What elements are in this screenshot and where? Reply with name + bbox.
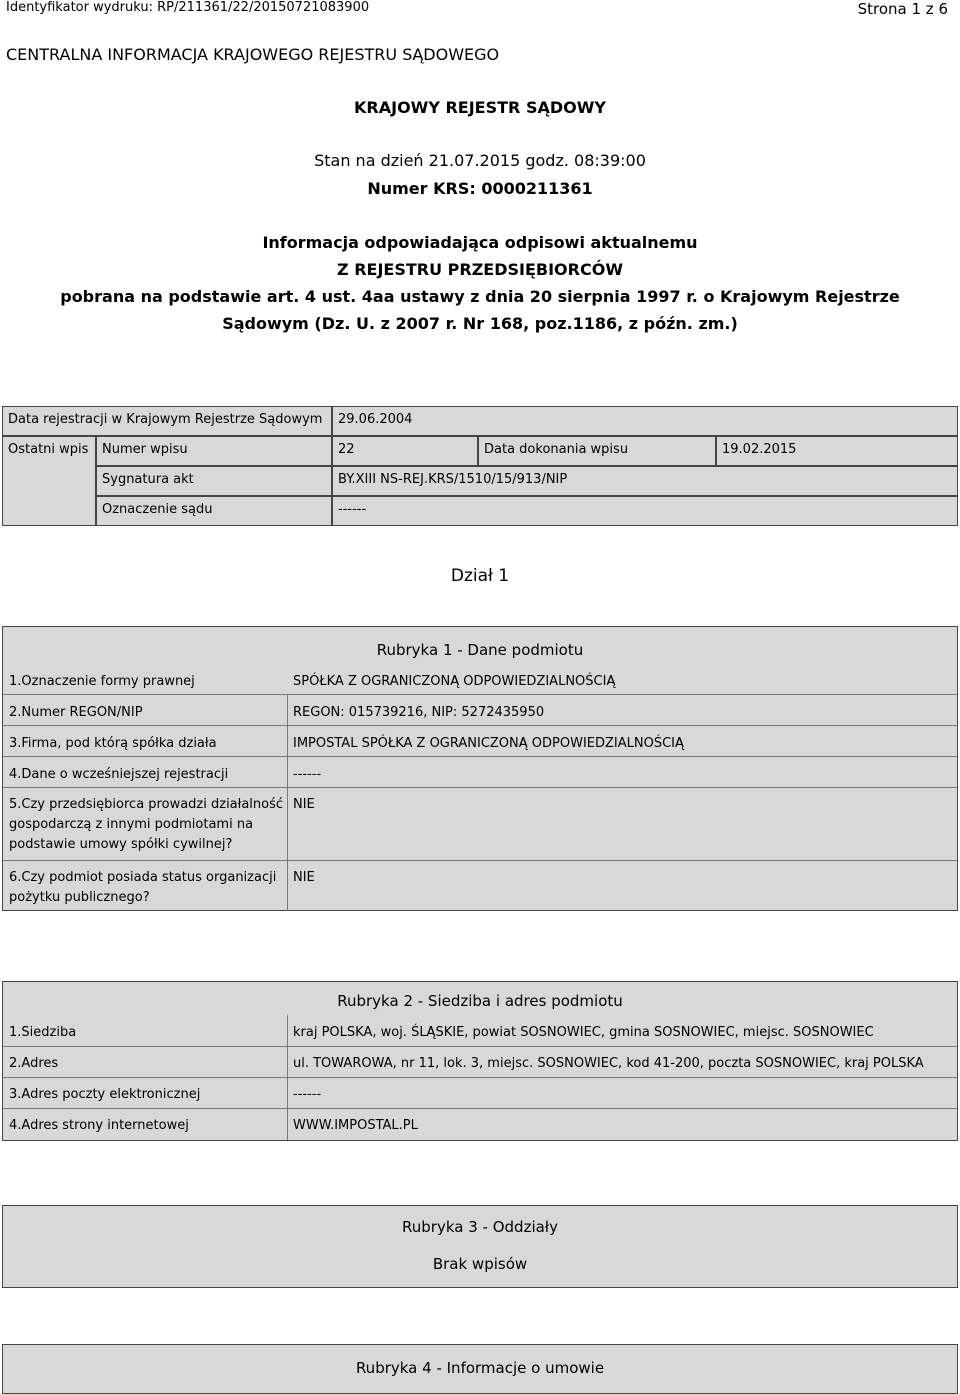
rubryka-1-row-2-label: 2.Numer REGON/NIP (9, 705, 143, 720)
rubryka-1-row-3-label: 3.Firma, pod którą spółka działa (9, 736, 217, 751)
divider (287, 1015, 288, 1140)
rubryka-2-row-1-label: 1.Siedziba (9, 1025, 77, 1040)
info-line-2: Z REJESTRU PRZEDSIĘBIORCÓW (337, 260, 623, 279)
rubryka-3-title: Rubryka 3 - Oddziały (402, 1218, 558, 1236)
state-date: Stan na dzień 21.07.2015 godz. 08:39:00 (314, 151, 646, 170)
court-label: Oznaczenie sądu (96, 496, 332, 526)
last-entry-label: Ostatni wpis (2, 436, 96, 526)
rubryka-2-row-1-value: kraj POLSKA, woj. ŚLĄSKIE, powiat SOSNOWIEC, gmina SOSNOWIEC, miejsc. SOSNOWIEC (293, 1025, 874, 1040)
entry-date-value: 19.02.2015 (716, 436, 958, 466)
rubryka-2-row-4-value: WWW.IMPOSTAL.PL (293, 1118, 418, 1133)
registration-date-value: 29.06.2004 (332, 406, 958, 436)
register-title: KRAJOWY REJESTR SĄDOWY (354, 98, 606, 117)
rubryka-3 (2, 1205, 958, 1288)
row-5-label-line: 5.Czy przedsiębiorca prowadzi działalność (9, 797, 284, 812)
row-6-label-line: pożytku publicznego? (9, 890, 150, 905)
info-line-1: Informacja odpowiadająca odpisowi aktualnemu (262, 233, 698, 252)
divider (3, 860, 957, 861)
top-line (6, 0, 954, 16)
divider (3, 787, 957, 788)
registration-date-label: Data rejestracji w Krajowym Rejestrze Sądowym (2, 406, 332, 436)
row-5-label-line: gospodarczą z innymi podmiotami na (9, 817, 254, 832)
rubryka-1 (2, 626, 958, 911)
rubryka-4 (2, 1344, 958, 1394)
entry-date-label: Data dokonania wpisu (478, 436, 716, 466)
rubryka-2 (2, 981, 958, 1141)
rubryka-1-row-3-value: IMPOSTAL SPÓŁKA Z OGRANICZONĄ ODPOWIEDZIALNOŚCIĄ (293, 736, 684, 751)
divider (3, 725, 957, 726)
rubryka-2-row-2-label: 2.Adres (9, 1056, 59, 1071)
divider (3, 756, 957, 757)
rubryka-2-row-2-value: ul. TOWAROWA, nr 11, lok. 3, miejsc. SOSNOWIEC, kod 41-200, poczta SOSNOWIEC, kraj POLSKA (293, 1056, 924, 1071)
rubryka-2-title: Rubryka 2 - Siedziba i adres podmiotu (337, 992, 623, 1010)
page-number: Strona 1 z 6 (857, 0, 948, 18)
krs-number: Numer KRS: 0000211361 (367, 179, 593, 198)
rubryka-1-title: Rubryka 1 - Dane podmiotu (376, 641, 584, 659)
divider (287, 694, 288, 911)
central-info-heading: CENTRALNA INFORMACJA KRAJOWEGO REJESTRU SĄDOWEGO (6, 45, 500, 64)
divider (3, 694, 957, 695)
no-entries-text: Brak wpisów (432, 1255, 528, 1273)
rubryka-1-row-4-label: 4.Dane o wcześniejszej rejestracji (9, 767, 229, 782)
case-signature-label: Sygnatura akt (96, 466, 332, 496)
entry-number-value: 22 (332, 436, 478, 466)
rubryka-1-row-1-label: 1.Oznaczenie formy prawnej (9, 674, 195, 689)
section-title: Dział 1 (450, 566, 510, 586)
case-signature-value: BY.XIII NS-REJ.KRS/1510/15/913/NIP (332, 466, 958, 496)
rubryka-2-row-3-value: ------ (293, 1087, 322, 1102)
rubryka-1-row-5-label (3, 795, 283, 855)
entry-number-label: Numer wpisu (96, 436, 332, 466)
print-identifier: Identyfikator wydruku: RP/211361/22/20150721083900 (6, 0, 370, 15)
rubryka-1-row-4-value: ------ (293, 767, 322, 782)
rubryka-1-row-5-value: NIE (293, 797, 315, 812)
divider (3, 1077, 957, 1078)
rubryka-1-row-2-value: REGON: 015739216, NIP: 5272435950 (293, 705, 545, 720)
divider (3, 1046, 957, 1047)
rubryka-1-row-1-value: SPÓŁKA Z OGRANICZONĄ ODPOWIEDZIALNOŚCIĄ (293, 674, 616, 689)
rubryka-2-row-4-label: 4.Adres strony internetowej (9, 1118, 189, 1133)
rubryka-4-title: Rubryka 4 - Informacje o umowie (355, 1359, 605, 1377)
rubryka-1-row-6-label (3, 868, 276, 908)
divider (3, 1108, 957, 1109)
rubryka-2-row-3-label: 3.Adres poczty elektronicznej (9, 1087, 201, 1102)
rubryka-1-row-6-value: NIE (293, 870, 315, 885)
row-6-label-line: 6.Czy podmiot posiada status organizacji (9, 870, 277, 885)
info-line-3: pobrana na podstawie art. 4 ust. 4aa ustawy z dnia 20 sierpnia 1997 r. o Krajowym Rejestrze (60, 287, 900, 306)
row-5-label-line: podstawie umowy spółki cywilnej? (9, 837, 233, 852)
info-line-4: Sądowym (Dz. U. z 2007 r. Nr 168, poz.1186, z późn. zm.) (222, 314, 738, 333)
court-value: ------ (332, 496, 958, 526)
